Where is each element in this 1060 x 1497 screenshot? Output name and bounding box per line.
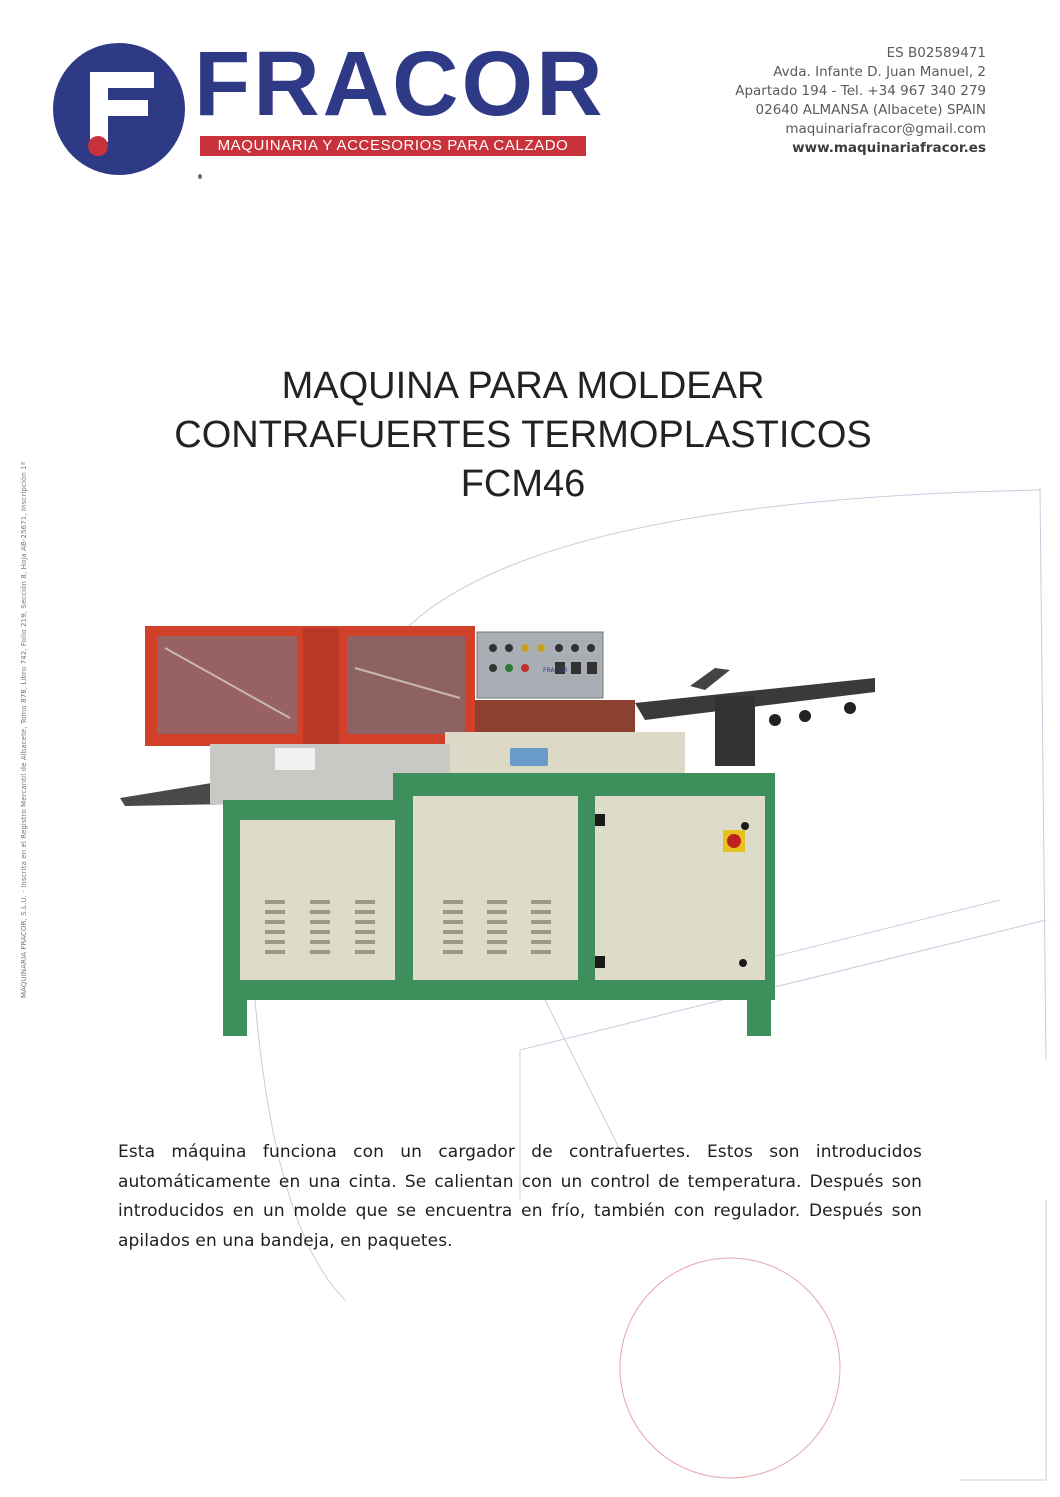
city: 02640 ALMANSA (Albacete) SPAIN bbox=[755, 102, 986, 118]
phone: Apartado 194 - Tel. +34 967 340 279 bbox=[735, 83, 986, 99]
fracor-logo[interactable] bbox=[52, 33, 606, 182]
tax-id: ES B02589471 bbox=[886, 45, 986, 61]
page-title bbox=[0, 362, 1046, 509]
brand-name: FRACOR bbox=[194, 33, 606, 135]
website-link[interactable]: www.maquinariafracor.es bbox=[792, 140, 986, 156]
scan-speck bbox=[198, 174, 202, 179]
fracor-logo-mark-icon bbox=[52, 42, 187, 177]
address: Avda. Infante D. Juan Manuel, 2 bbox=[773, 64, 986, 80]
panel-label: FRACOR bbox=[543, 667, 568, 674]
title-line-1: MAQUINA PARA MOLDEAR bbox=[281, 365, 765, 407]
registry-note: MAQUINARIA FRACOR, S.L.U. - Inscrita en el Registro Mercantil de Albacete, Tomo 878, Libro 742, Folio 219, Sección 8, Hoja AB-25671, Inscripción 1ª bbox=[20, 461, 28, 998]
email-link[interactable]: maquinariafracor@gmail.com bbox=[785, 121, 986, 137]
brand-tagline: MAQUINARIA Y ACCESORIOS PARA CALZADO bbox=[200, 136, 586, 156]
title-line-2: CONTRAFUERTES TERMOPLASTICOS bbox=[174, 414, 872, 456]
machine-description: Esta máquina funciona con un cargador de contrafuertes. Estos son introducidos automáticamente en una cinta. Se calientan con un control de temperatura. Después son introducidos en un molde que se encuentra en frío, también con regulador. Después son apilados en una bandeja, en paquetes. bbox=[118, 1142, 922, 1251]
title-line-3: FCM46 bbox=[460, 463, 586, 505]
contact-block bbox=[735, 44, 986, 158]
machine-photo bbox=[115, 608, 880, 1048]
